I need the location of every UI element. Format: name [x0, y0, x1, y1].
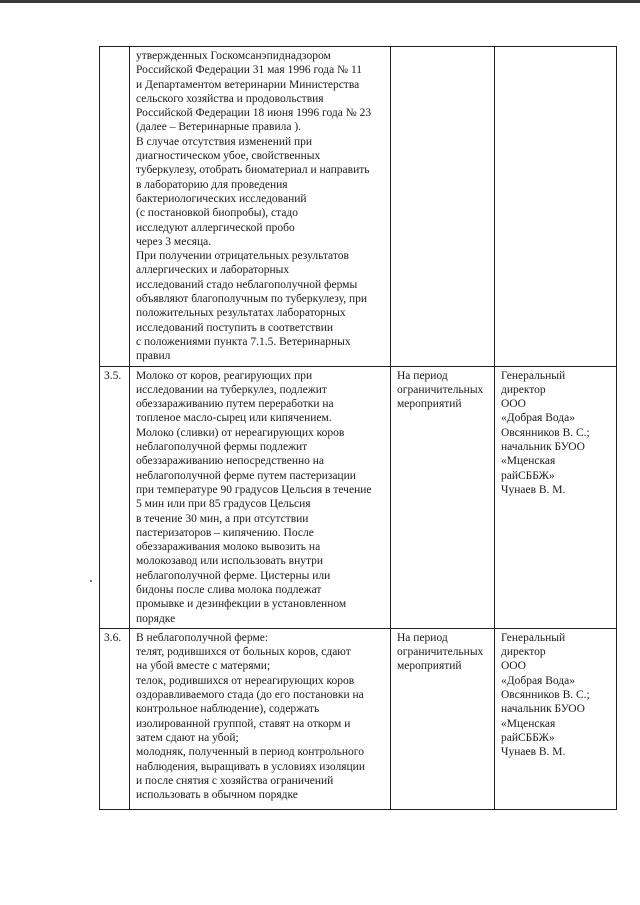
measure-line: через 3 месяца.	[136, 235, 212, 248]
measure-line: молокозавод или использовать внутри	[136, 555, 324, 568]
measure-line: При получении отрицательных результатов	[136, 250, 349, 263]
table-row	[100, 628, 617, 809]
measure-line: исследований стадо неблагополучной фермы	[136, 278, 358, 291]
term-cell	[391, 366, 495, 628]
measure-line: оздоравливаемого стада (до его постановки на	[136, 689, 364, 702]
responsible-line: «Добрая Вода»	[501, 674, 576, 687]
measure-line: бидоны после слива молока подлежат	[136, 583, 322, 596]
measure-line: телят, родившихся от больных коров, сдают	[136, 646, 351, 659]
term-cell	[391, 47, 495, 367]
responsible-cell	[495, 366, 617, 628]
term-line: ограничительных	[397, 383, 484, 396]
row-number-cell	[100, 366, 130, 628]
measure-cell	[130, 47, 391, 367]
measure-line: при температуре 90 градусов Цельсия в течение	[136, 483, 372, 496]
measure-line: с положениями пункта 7.1.5. Ветеринарных	[136, 335, 351, 348]
measure-line: аллергических и лабораторных	[136, 264, 290, 277]
responsible-line: Генеральный	[501, 369, 566, 382]
measure-line: сельского хозяйства и продовольствия	[136, 92, 324, 105]
measure-line: туберкулезу, отобрать биоматериал и направить	[136, 164, 370, 177]
measure-line: порядке	[136, 612, 176, 625]
responsible-line: Чунаев В. М.	[501, 746, 566, 759]
responsible-line: «Мценская	[501, 455, 556, 468]
measure-line: контрольное наблюдение), содержать	[136, 703, 320, 716]
measure-line: неблагополучной ферме путем пастеризации	[136, 469, 356, 482]
measure-line: неблагополучной ферме. Цистерны или	[136, 569, 331, 582]
measures-table	[99, 46, 617, 810]
responsible-line: директор	[501, 383, 546, 396]
measure-line: бактериологических исследований	[136, 192, 307, 205]
measure-line: (далее – Ветеринарные правила ).	[136, 121, 302, 134]
responsible-line: ООО	[501, 398, 526, 411]
measure-line: диагностическом убое, свойственных	[136, 150, 321, 163]
measure-line: использовать в обычном порядке	[136, 789, 298, 802]
row-number: 3.6.	[104, 631, 122, 644]
measure-line: в лабораторию для проведения	[136, 178, 288, 191]
responsible-line: директор	[501, 646, 546, 659]
measure-line: исследований поступить в соответствии	[136, 321, 334, 334]
responsible-line: райСББЖ»	[501, 731, 555, 744]
measure-line: В случае отсутствия изменений при	[136, 135, 313, 148]
measure-line: положительных результатах лабораторных	[136, 307, 346, 320]
measure-line: утвержденных Госкомсанэпиднадзором	[136, 50, 331, 62]
measure-line: обеззараживанию путем переработки на	[136, 398, 334, 411]
measure-line: наблюдения, выращивать в условиях изоляции	[136, 760, 365, 773]
term-line: мероприятий	[397, 660, 462, 673]
measure-line: Российской Федерации 31 мая 1996 года № 11	[136, 64, 363, 77]
term-line: На период	[397, 369, 448, 382]
measure-line: правил	[136, 350, 171, 363]
scan-top-edge	[0, 0, 640, 3]
measure-line: молодняк, полученный в период контрольного	[136, 746, 364, 759]
term-cell	[391, 628, 495, 809]
term-line: На период	[397, 631, 448, 644]
measure-line: Молоко от коров, реагирующих при	[136, 369, 313, 382]
measure-line: неблагополучной фермы подлежит	[136, 441, 308, 454]
measure-line: изолированной группой, ставят на откорм и	[136, 717, 351, 730]
measure-cell	[130, 628, 391, 809]
responsible-line: начальник БУОО	[501, 703, 585, 716]
measure-line: Молоко (сливки) от нереагирующих коров	[136, 426, 345, 439]
responsible-cell	[495, 628, 617, 809]
responsible-cell	[495, 47, 617, 367]
row-number-cell	[100, 628, 130, 809]
measure-line: в течение 30 мин, а при отсутствии	[136, 512, 309, 525]
measure-line: (с постановкой биопробы), стадо	[136, 207, 299, 220]
measure-line: исследовании на туберкулез, подлежит	[136, 383, 327, 396]
scan-speck	[90, 580, 92, 582]
measure-line: топленое масло-сырец или кипячением.	[136, 412, 332, 425]
measure-line: на убой вместе с матерями;	[136, 660, 271, 673]
measure-line: исследуют аллергической пробо	[136, 221, 295, 234]
measure-line: 5 мин или при 85 градусов Цельсия	[136, 498, 311, 511]
row-number-cell	[100, 47, 130, 367]
measure-line: обеззараживанию непосредственно на	[136, 455, 325, 468]
row-number: 3.5.	[104, 369, 122, 382]
table-row	[100, 47, 617, 367]
measure-line: промывке и дезинфекции в установленном	[136, 598, 347, 611]
term-line: ограничительных	[397, 646, 484, 659]
responsible-line: «Добрая Вода»	[501, 412, 576, 425]
measure-line: пастеризаторов – кипячению. После	[136, 526, 314, 539]
responsible-line: Овсянников В. С.;	[501, 426, 590, 439]
measure-line: затем сдают на убой;	[136, 731, 239, 744]
table-row	[100, 366, 617, 628]
measure-line: обеззараживания молоко вывозить на	[136, 541, 321, 554]
responsible-line: ООО	[501, 660, 526, 673]
responsible-line: Генеральный	[501, 631, 566, 644]
term-line: мероприятий	[397, 398, 462, 411]
measure-line: и Департаментом ветеринарии Министерства	[136, 78, 360, 91]
measure-line: и после снятия с хозяйства ограничений	[136, 774, 334, 787]
responsible-line: Чунаев В. М.	[501, 483, 566, 496]
measure-cell	[130, 366, 391, 628]
measure-line: телок, родившихся от нереагирующих коров	[136, 674, 355, 687]
responsible-line: начальник БУОО	[501, 441, 585, 454]
responsible-line: райСББЖ»	[501, 469, 555, 482]
responsible-line: Овсянников В. С.;	[501, 689, 590, 702]
measure-line: объявляют благополучным по туберкулезу, при	[136, 293, 368, 306]
measure-line: В неблагополучной ферме:	[136, 631, 269, 644]
responsible-line: «Мценская	[501, 717, 556, 730]
measure-line: Российской Федерации 18 июня 1996 года № 23	[136, 107, 372, 120]
